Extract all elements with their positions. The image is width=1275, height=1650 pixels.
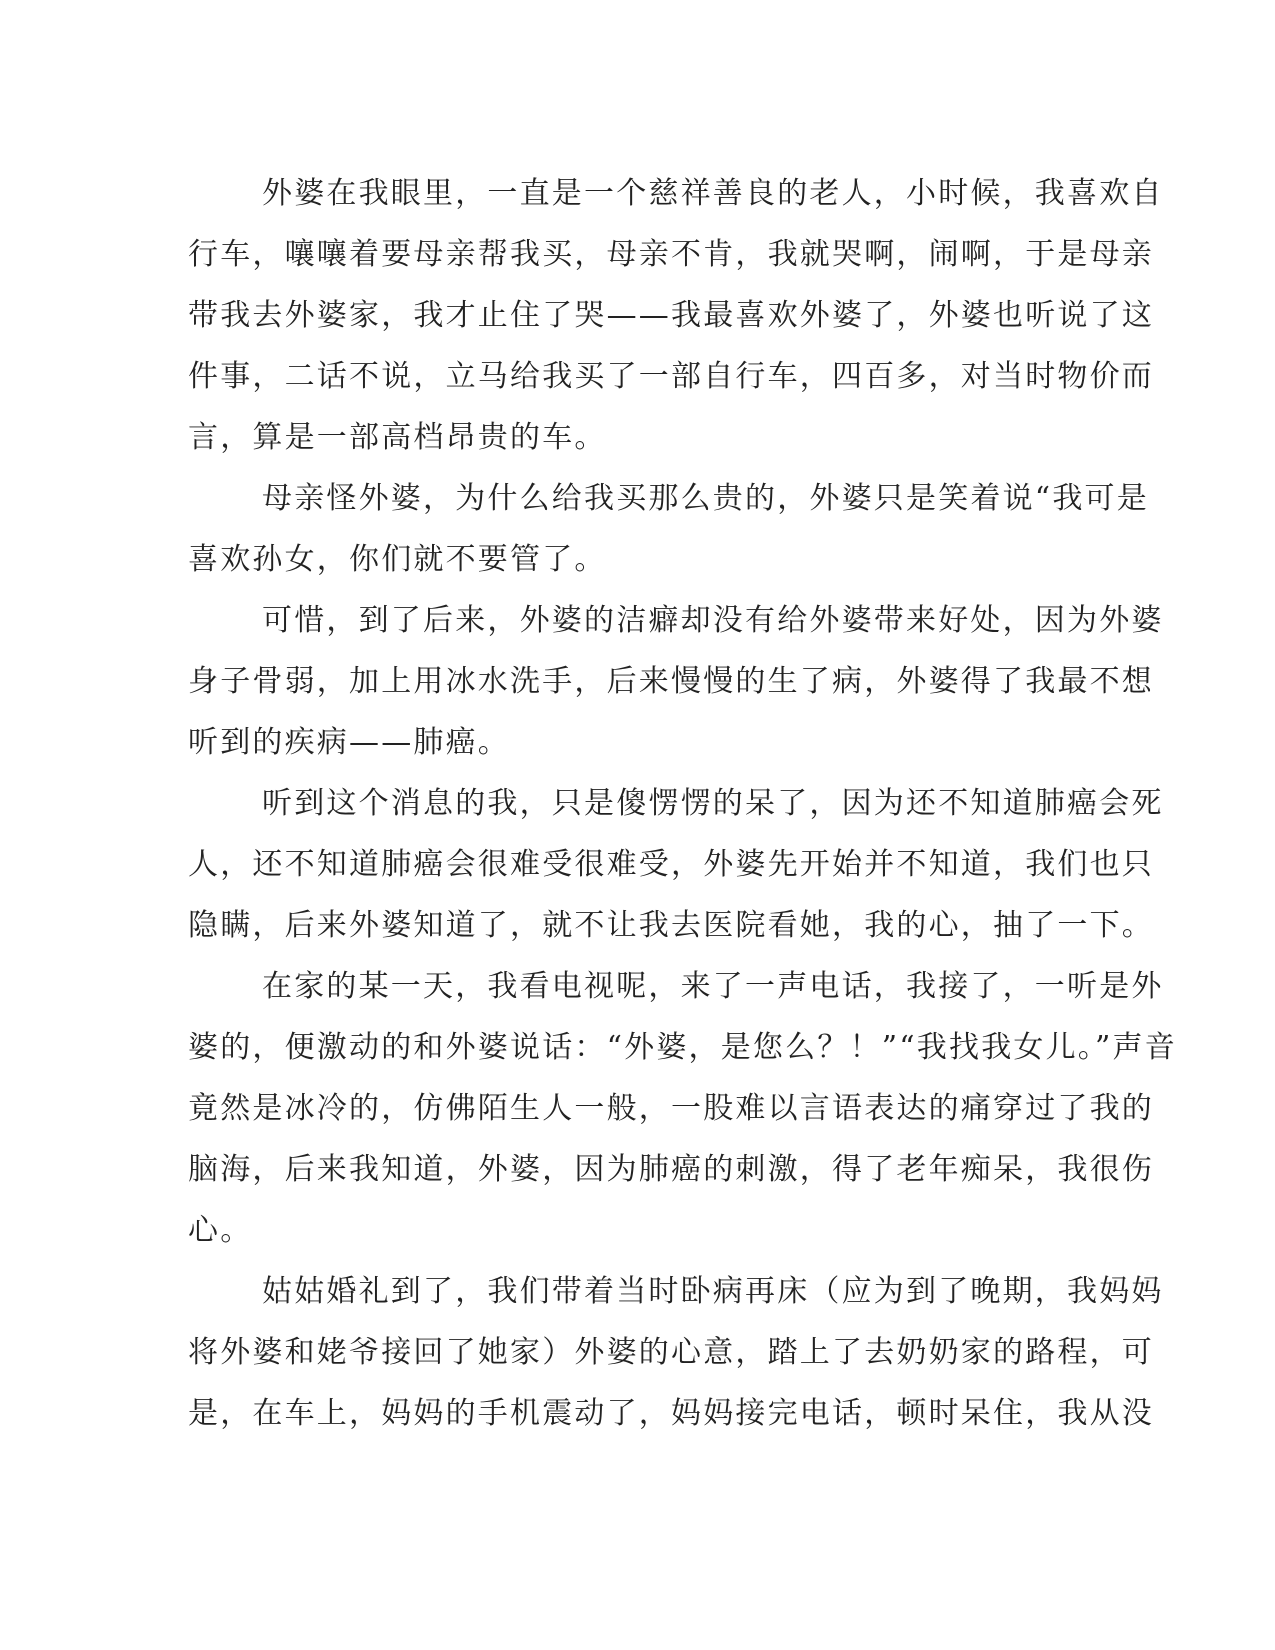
paragraph-6-line-1: 姑姑婚礼到了，我们带着当时卧病再床（应为到了晚期，我妈妈 bbox=[262, 1274, 1164, 1309]
paragraph-5-line-2: 婆的，便激动的和外婆说话：“外婆，是您么？！”“我找我女儿。”声音 bbox=[188, 1030, 1177, 1065]
paragraph-1-line-1: 外婆在我眼里，一直是一个慈祥善良的老人，小时候，我喜欢自 bbox=[262, 176, 1164, 211]
paragraph-5-line-1: 在家的某一天，我看电视呢，来了一声电话，我接了，一听是外 bbox=[262, 969, 1164, 1004]
paragraph-5-line-5: 心。 bbox=[188, 1213, 253, 1248]
paragraph-3-line-2: 身子骨弱，加上用冰水洗手，后来慢慢的生了病，外婆得了我最不想 bbox=[188, 664, 1154, 699]
paragraph-1-line-4: 件事，二话不说，立马给我买了一部自行车，四百多，对当时物价而 bbox=[188, 359, 1154, 394]
paragraph-1-line-3: 带我去外婆家，我才止住了哭——我最喜欢外婆了，外婆也听说了这 bbox=[188, 298, 1154, 333]
paragraph-1-line-2: 行车，嚷嚷着要母亲帮我买，母亲不肯，我就哭啊，闹啊，于是母亲 bbox=[188, 237, 1154, 272]
paragraph-3-line-3: 听到的疾病——肺癌。 bbox=[188, 725, 510, 760]
paragraph-4-line-3: 隐瞒，后来外婆知道了，就不让我去医院看她，我的心，抽了一下。 bbox=[188, 908, 1154, 943]
paragraph-6-line-3: 是，在车上，妈妈的手机震动了，妈妈接完电话，顿时呆住，我从没 bbox=[188, 1396, 1154, 1431]
paragraph-4-line-1: 听到这个消息的我，只是傻愣愣的呆了，因为还不知道肺癌会死 bbox=[262, 786, 1164, 821]
paragraph-2-line-2: 喜欢孙女，你们就不要管了。 bbox=[188, 542, 607, 577]
paragraph-2-line-1: 母亲怪外婆，为什么给我买那么贵的，外婆只是笑着说“我可是 bbox=[262, 481, 1149, 516]
paragraph-5-line-3: 竟然是冰冷的，仿佛陌生人一般，一股难以言语表达的痛穿过了我的 bbox=[188, 1091, 1154, 1126]
paragraph-4-line-2: 人，还不知道肺癌会很难受很难受，外婆先开始并不知道，我们也只 bbox=[188, 847, 1154, 882]
paragraph-5-line-4: 脑海，后来我知道，外婆，因为肺癌的刺激，得了老年痴呆，我很伤 bbox=[188, 1152, 1154, 1187]
document-body bbox=[188, 163, 1177, 1444]
paragraph-3-line-1: 可惜，到了后来，外婆的洁癖却没有给外婆带来好处，因为外婆 bbox=[262, 603, 1164, 638]
paragraph-1-line-5: 言，算是一部高档昂贵的车。 bbox=[188, 420, 607, 455]
paragraph-6-line-2: 将外婆和姥爷接回了她家）外婆的心意，踏上了去奶奶家的路程，可 bbox=[188, 1335, 1154, 1370]
